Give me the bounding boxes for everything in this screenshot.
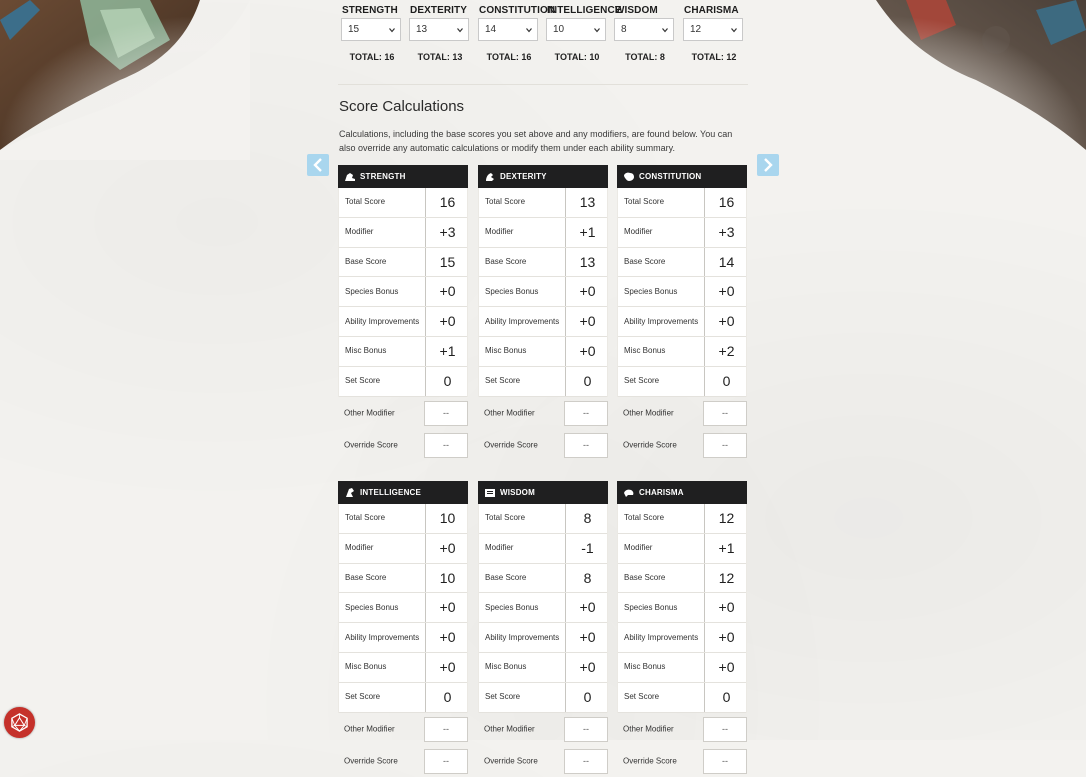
stat-value: +1 [425,337,469,366]
stat-label: Override Score [344,756,398,766]
stat-label: Base Score [345,572,387,582]
stat-row-ability-improvements [339,307,467,337]
stat-label: Modifier [624,543,653,553]
ability-total: TOTAL: 16 [349,52,395,62]
selected-value: 14 [485,24,497,35]
stat-value: +0 [704,593,748,622]
stat-row-set [339,683,467,713]
stat-row-misc [479,337,607,367]
chevron-down-icon [457,27,463,33]
ability-card-wisdom [478,481,608,777]
card-title: STRENGTH [360,172,406,181]
stat-label: Other Modifier [623,408,674,418]
stat-row-total [339,188,467,218]
stat-row-total [479,504,607,534]
stat-value: 10 [425,564,469,593]
constitution-icon [623,171,635,182]
stat-row-set [618,683,746,713]
ability-name: DEXTERITY [410,5,468,16]
ability-total: TOTAL: 12 [691,52,737,62]
stat-value: +3 [704,218,748,247]
wisdom-icon [484,487,496,498]
ability-name: WISDOM [615,5,658,16]
stat-value: 0 [704,683,748,712]
stat-label: Total Score [345,197,386,207]
stat-label: Set Score [345,376,381,386]
stat-label: Species Bonus [624,602,678,612]
stat-row-modifier [618,534,746,564]
stat-value: 8 [565,564,609,593]
stat-row-misc [618,337,746,367]
stat-value: 12 [704,564,748,593]
stat-row-set [618,367,746,397]
section-divider [338,84,748,85]
stat-value: +0 [704,307,748,336]
card-stat-rows [478,188,608,397]
ability-total: TOTAL: 10 [554,52,600,62]
stat-value: 10 [425,504,469,533]
stat-row-species [479,277,607,307]
card-stat-rows [617,504,747,713]
stat-label: Set Score [624,376,660,386]
stat-value: +0 [425,307,469,336]
stat-label: Species Bonus [624,286,678,296]
stat-value: +0 [565,623,609,652]
stat-label: Ability Improvements [624,632,699,642]
override-score-input[interactable]: -- [703,433,747,458]
stat-value: +0 [425,593,469,622]
stat-label: Other Modifier [623,724,674,734]
stat-label: Other Modifier [484,724,535,734]
stat-value: 13 [565,248,609,277]
stat-label: Misc Bonus [345,662,387,672]
stat-row-species [618,277,746,307]
strength-icon [344,171,356,182]
stat-row-misc [618,653,746,683]
ability-card-dexterity [478,165,608,461]
stat-value: 16 [425,188,469,217]
chevron-down-icon [526,27,532,33]
stat-label: Modifier [485,227,514,237]
stat-row-modifier [618,218,746,248]
card-stat-rows [338,504,468,713]
other-modifier-input[interactable]: -- [564,401,608,426]
other-modifier-input[interactable]: -- [564,717,608,742]
stat-value: +0 [425,653,469,682]
other-modifier-input[interactable]: -- [703,717,747,742]
stat-row-modifier [479,218,607,248]
stat-value: +0 [425,623,469,652]
override-score-row [478,429,608,461]
d20-dice-icon [10,713,29,732]
chevron-down-icon [662,27,668,33]
selected-value: 13 [416,24,428,35]
stat-label: Ability Improvements [345,632,420,642]
stat-row-set [339,367,467,397]
stat-row-misc [339,337,467,367]
other-modifier-row [338,397,468,429]
strength-score-select[interactable] [341,18,401,41]
stat-row-misc [479,653,607,683]
ability-card-intelligence [338,481,468,777]
stat-value: 12 [704,504,748,533]
other-modifier-row [478,713,608,745]
stat-row-base [618,248,746,278]
stat-value: +0 [565,653,609,682]
stat-value: +1 [704,534,748,563]
stat-label: Total Score [345,513,386,523]
stat-row-ability-improvements [618,307,746,337]
stat-value: +0 [425,534,469,563]
stat-row-modifier [339,534,467,564]
stat-value: 15 [425,248,469,277]
stat-label: Set Score [485,692,521,702]
stat-label: Override Score [623,756,677,766]
stat-label: Set Score [624,692,660,702]
wisdom-score-select[interactable] [614,18,674,41]
stat-row-species [339,277,467,307]
dexterity-score-select[interactable] [409,18,469,41]
stat-label: Total Score [485,513,526,523]
next-button[interactable] [757,154,779,176]
stat-value: +0 [565,307,609,336]
dexterity-icon [484,171,496,182]
stat-label: Modifier [485,543,514,553]
chevron-down-icon [594,27,600,33]
stat-label: Base Score [345,256,387,266]
section-title: Score Calculations [339,98,465,115]
stat-label: Base Score [485,256,527,266]
ability-total: TOTAL: 8 [625,52,665,62]
stat-value: 0 [704,367,748,396]
override-score-input[interactable]: -- [564,749,608,774]
other-modifier-input[interactable]: -- [703,401,747,426]
stat-label: Set Score [485,376,521,386]
corner-artwork-left [0,0,250,160]
stat-label: Base Score [624,256,666,266]
stat-row-ability-improvements [479,623,607,653]
stat-row-total [618,504,746,534]
other-modifier-row [338,713,468,745]
stat-value: +0 [565,593,609,622]
previous-button[interactable] [307,154,329,176]
stat-value: +0 [565,337,609,366]
override-score-input[interactable]: -- [424,749,468,774]
stat-label: Species Bonus [485,602,539,612]
stat-row-base [339,248,467,278]
chevron-down-icon [389,27,395,33]
chevron-left-icon [312,158,324,172]
override-score-row [478,745,608,777]
stat-row-modifier [339,218,467,248]
charisma-icon [623,487,635,498]
ability-name: CONSTITUTION [479,5,556,16]
stat-value: +0 [425,277,469,306]
stat-value: +1 [565,218,609,247]
override-score-row [338,429,468,461]
ability-name: STRENGTH [342,5,398,16]
stat-row-misc [339,653,467,683]
card-title: CONSTITUTION [639,172,702,181]
other-modifier-input[interactable]: -- [424,717,468,742]
card-header [338,481,468,504]
constitution-score-select[interactable] [478,18,538,41]
stat-row-base [339,564,467,594]
stat-label: Ability Improvements [345,316,420,326]
override-score-row [617,429,747,461]
card-title: CHARISMA [639,488,684,497]
stat-value: +0 [704,623,748,652]
intelligence-score-select[interactable] [546,18,606,41]
stat-row-total [479,188,607,218]
stat-row-species [479,593,607,623]
stat-value: 14 [704,248,748,277]
stat-value: +3 [425,218,469,247]
stat-label: Total Score [624,197,665,207]
stat-value: +0 [704,277,748,306]
stat-label: Misc Bonus [624,662,666,672]
stat-label: Species Bonus [485,286,539,296]
stat-value: +0 [565,277,609,306]
stat-row-species [339,593,467,623]
card-title: WISDOM [500,488,535,497]
stat-label: Ability Improvements [485,316,560,326]
stat-label: Species Bonus [345,602,399,612]
stat-value: 8 [565,504,609,533]
stat-row-ability-improvements [339,623,467,653]
dice-roller-button[interactable] [4,707,35,738]
intelligence-icon [344,487,356,498]
ability-card-strength [338,165,468,461]
section-description: Calculations, including the base scores you set above and any modifiers, are found below. You can also override any automatic calculations or modify them under each ability summary. [339,129,733,153]
selected-value: 15 [348,24,360,35]
card-stat-rows [478,504,608,713]
stat-label: Misc Bonus [345,346,387,356]
other-modifier-row [478,397,608,429]
override-score-row [338,745,468,777]
stat-value: +0 [704,653,748,682]
ability-name: CHARISMA [684,5,739,16]
stat-label: Base Score [485,572,527,582]
stat-label: Modifier [345,227,374,237]
stat-label: Modifier [345,543,374,553]
stat-label: Species Bonus [345,286,399,296]
stat-row-base [479,248,607,278]
stat-value: 0 [565,367,609,396]
ability-total: TOTAL: 16 [486,52,532,62]
card-header [338,165,468,188]
override-score-input[interactable]: -- [703,749,747,774]
ability-score-selectors [341,0,747,70]
stat-label: Ability Improvements [624,316,699,326]
card-header [478,481,608,504]
stat-label: Other Modifier [484,408,535,418]
stat-label: Misc Bonus [485,662,527,672]
stat-label: Other Modifier [344,408,395,418]
corner-artwork-right [836,0,1086,160]
stat-row-base [479,564,607,594]
stat-row-ability-improvements [479,307,607,337]
stat-row-ability-improvements [618,623,746,653]
stat-label: Total Score [485,197,526,207]
stat-value: 16 [704,188,748,217]
card-header [617,165,747,188]
ability-card-constitution [617,165,747,461]
stat-row-total [618,188,746,218]
stat-label: Set Score [345,692,381,702]
stat-row-set [479,367,607,397]
override-score-row [617,745,747,777]
stat-value: 0 [565,683,609,712]
stat-label: Total Score [624,513,665,523]
card-header [617,481,747,504]
stat-row-base [618,564,746,594]
selected-value: 10 [553,24,565,35]
stat-row-set [479,683,607,713]
stat-label: Override Score [623,440,677,450]
stat-value: 13 [565,188,609,217]
card-stat-rows [338,188,468,397]
selected-value: 12 [690,24,702,35]
chevron-down-icon [731,27,737,33]
stat-value: -1 [565,534,609,563]
card-title: INTELLIGENCE [360,488,422,497]
ability-card-charisma [617,481,747,777]
ability-total: TOTAL: 13 [417,52,463,62]
other-modifier-row [617,397,747,429]
override-score-input[interactable]: -- [424,433,468,458]
override-score-input[interactable]: -- [564,433,608,458]
ability-name: INTELLIGENCE [547,5,622,16]
stat-label: Override Score [484,440,538,450]
selected-value: 8 [621,24,627,35]
stat-row-species [618,593,746,623]
stat-label: Misc Bonus [624,346,666,356]
stat-value: 0 [425,683,469,712]
stat-label: Misc Bonus [485,346,527,356]
other-modifier-row [617,713,747,745]
charisma-score-select[interactable] [683,18,743,41]
other-modifier-input[interactable]: -- [424,401,468,426]
stat-label: Modifier [624,227,653,237]
stat-value: 0 [425,367,469,396]
stat-row-modifier [479,534,607,564]
stat-label: Override Score [484,756,538,766]
stat-value: +2 [704,337,748,366]
card-header [478,165,608,188]
stat-label: Override Score [344,440,398,450]
chevron-right-icon [762,158,774,172]
card-stat-rows [617,188,747,397]
stat-label: Other Modifier [344,724,395,734]
stat-label: Ability Improvements [485,632,560,642]
stat-row-total [339,504,467,534]
card-title: DEXTERITY [500,172,547,181]
stat-label: Base Score [624,572,666,582]
